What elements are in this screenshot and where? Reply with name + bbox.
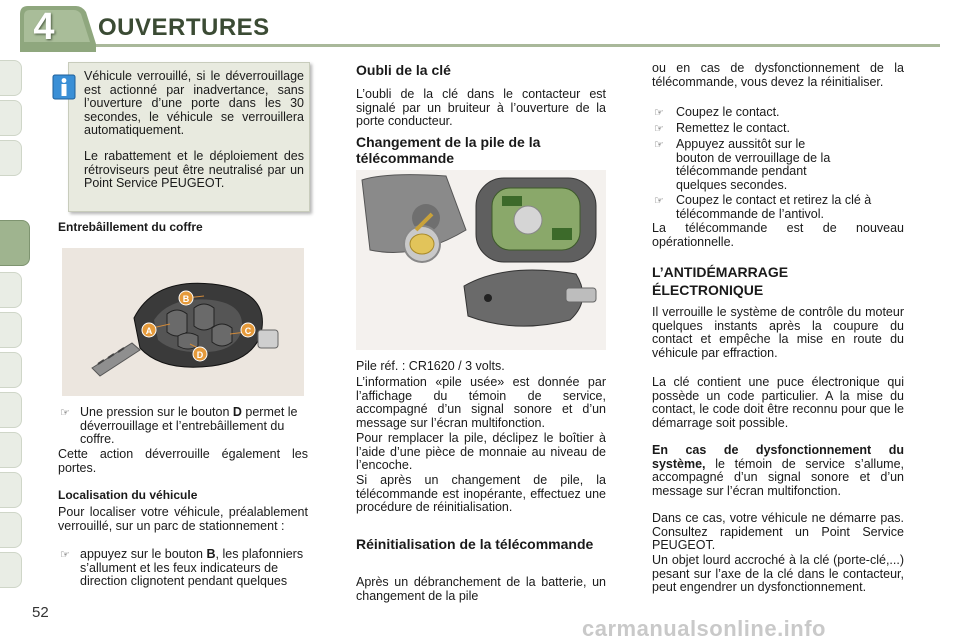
side-tab[interactable] bbox=[0, 352, 22, 388]
watermark: carmanualsonline.info bbox=[582, 616, 826, 641]
immobiliser-heading-1: L’ANTIDÉMARRAGE bbox=[652, 264, 789, 280]
side-tab[interactable] bbox=[0, 140, 22, 176]
chapter-number: 4 bbox=[33, 6, 55, 48]
locate-bullet-post: , les plafonniers s’allument et les feux indicateurs de direction clignotent pendant quelques bbox=[80, 547, 304, 588]
battery-after: Si après un changement de pile, la télécommande est inopérante, effectuez une procédure de réinitialisation. bbox=[356, 473, 606, 514]
bullet-icon: ☞ bbox=[60, 549, 70, 561]
side-tab-active[interactable] bbox=[0, 220, 30, 266]
remote-operational: La télécommande est de nouveau opérationnelle. bbox=[652, 221, 904, 249]
side-tab[interactable] bbox=[0, 432, 22, 468]
info-text-1: Véhicule verrouillé, si le déverrouillage est actionné par inadvertance, sans l’ouverture d’une porte dans les 30 secondes, le véhicule se verrouillera automatiquement. bbox=[84, 69, 304, 137]
page-title: OUVERTURES bbox=[98, 14, 270, 41]
side-tab[interactable] bbox=[0, 512, 22, 548]
bullet-icon: ☞ bbox=[654, 107, 664, 119]
immobiliser-p5: Un objet lourd accroché à la clé (porte-clé,...) pesant sur l’axe de la clé dans le contacteur, peut engendrer un dysfonctionnement. bbox=[652, 553, 904, 594]
side-tab[interactable] bbox=[0, 472, 22, 508]
header-rule bbox=[96, 44, 940, 47]
key-figure bbox=[62, 248, 304, 396]
locate-bullet bbox=[80, 548, 306, 589]
side-tab[interactable] bbox=[0, 552, 22, 588]
info-icon bbox=[52, 74, 76, 100]
forgot-key-heading: Oubli de la clé bbox=[356, 62, 451, 78]
immobiliser-p4: Dans ce cas, votre véhicule ne démarre pas. Consultez rapidement un Point Service PEUGEOT. bbox=[652, 511, 904, 552]
immobiliser-heading-2: ÉLECTRONIQUE bbox=[652, 282, 764, 298]
chapter-side-tabs bbox=[0, 60, 22, 580]
side-tab[interactable] bbox=[0, 60, 22, 96]
trunk-heading: Entrebâillement du coffre bbox=[58, 220, 203, 234]
immobiliser-p2: La clé contient une puce électronique qui possède un code particulier. A la mise du contact, le code doit être reconnu pour que le démarrage soit possible. bbox=[652, 375, 904, 430]
trunk-bullet-key: D bbox=[232, 405, 242, 419]
trunk-bullet bbox=[80, 406, 306, 447]
info-text-2: Le rabattement et le déploiement des rétroviseurs peut être neutralisé par un Point Service PEUGEOT. bbox=[84, 149, 304, 190]
battery-info: L’information «pile usée» est donnée par l’affichage du témoin de service, accompagné d’un signal sonore et d’un message sur l’écran multifonction. bbox=[356, 375, 606, 430]
bullet-icon: ☞ bbox=[654, 139, 664, 151]
reinit-text: Après un débranchement de la batterie, un changement de la pile bbox=[356, 575, 606, 603]
locate-bullet-pre: appuyez sur le bouton bbox=[80, 547, 204, 561]
reinit-step-3: Appuyez aussitôt sur le bouton de verrouillage de la télécommande pendant quelques secondes. bbox=[676, 137, 831, 192]
side-tab[interactable] bbox=[0, 392, 22, 428]
bullet-icon: ☞ bbox=[60, 407, 70, 419]
battery-heading: Changement de la pile de la télécommande bbox=[356, 134, 541, 166]
key-label-a: A bbox=[145, 326, 153, 336]
key-label-b: B bbox=[182, 294, 190, 304]
trunk-note: Cette action déverrouille également les portes. bbox=[58, 447, 308, 475]
immobiliser-p1: Il verrouille le système de contrôle du moteur quelques instants après la coupure du contact et empêche la mise en route du véhicule par effraction. bbox=[652, 305, 904, 360]
reinit-heading: Réinitialisation de la télécommande bbox=[356, 536, 594, 552]
reinit-step-1: Coupez le contact. bbox=[676, 105, 780, 119]
trunk-bullet-pre: Une pression sur le bouton bbox=[80, 405, 230, 419]
locate-heading: Localisation du véhicule bbox=[58, 488, 198, 502]
battery-replace: Pour remplacer la pile, déclipez le boîtier à l’aide d’une pièce de monnaie au niveau de l’encoche. bbox=[356, 431, 606, 472]
bullet-icon: ☞ bbox=[654, 195, 664, 207]
locate-text: Pour localiser votre véhicule, préalablement verrouillé, sur un parc de stationnement : bbox=[58, 505, 308, 533]
side-tab[interactable] bbox=[0, 272, 22, 308]
immobiliser-p3-rest: le témoin de service s’allume, accompagné d’un signal sonore et d’un message sur l’écran multifonction. bbox=[652, 456, 904, 498]
locate-bullet-key: B bbox=[206, 547, 216, 561]
reinit-continued: ou en cas de dysfonctionnement de la télécommande, vous devez la réinitialiser. bbox=[652, 61, 904, 89]
page-number: 52 bbox=[32, 604, 49, 621]
battery-figure bbox=[356, 170, 606, 350]
trunk-bullet-post: permet le déverrouillage et l’entrebâillement du coffre. bbox=[80, 405, 298, 446]
key-label-c: C bbox=[244, 326, 252, 336]
immobiliser-p3 bbox=[652, 444, 904, 498]
side-tab[interactable] bbox=[0, 100, 22, 136]
bullet-icon: ☞ bbox=[654, 123, 664, 135]
forgot-key-text: L’oubli de la clé dans le contacteur est signalé par un bruiteur à l’ouverture de la porte conducteur. bbox=[356, 87, 606, 128]
side-tab[interactable] bbox=[0, 312, 22, 348]
immobiliser-p3-bold: En cas de dysfonctionnement du système, bbox=[652, 443, 904, 471]
reinit-step-2: Remettez le contact. bbox=[676, 121, 790, 135]
battery-ref: Pile réf. : CR1620 / 3 volts. bbox=[356, 359, 505, 373]
key-label-d: D bbox=[196, 350, 204, 360]
reinit-step-4: Coupez le contact et retirez la clé à télécommande de l’antivol. bbox=[676, 193, 872, 221]
